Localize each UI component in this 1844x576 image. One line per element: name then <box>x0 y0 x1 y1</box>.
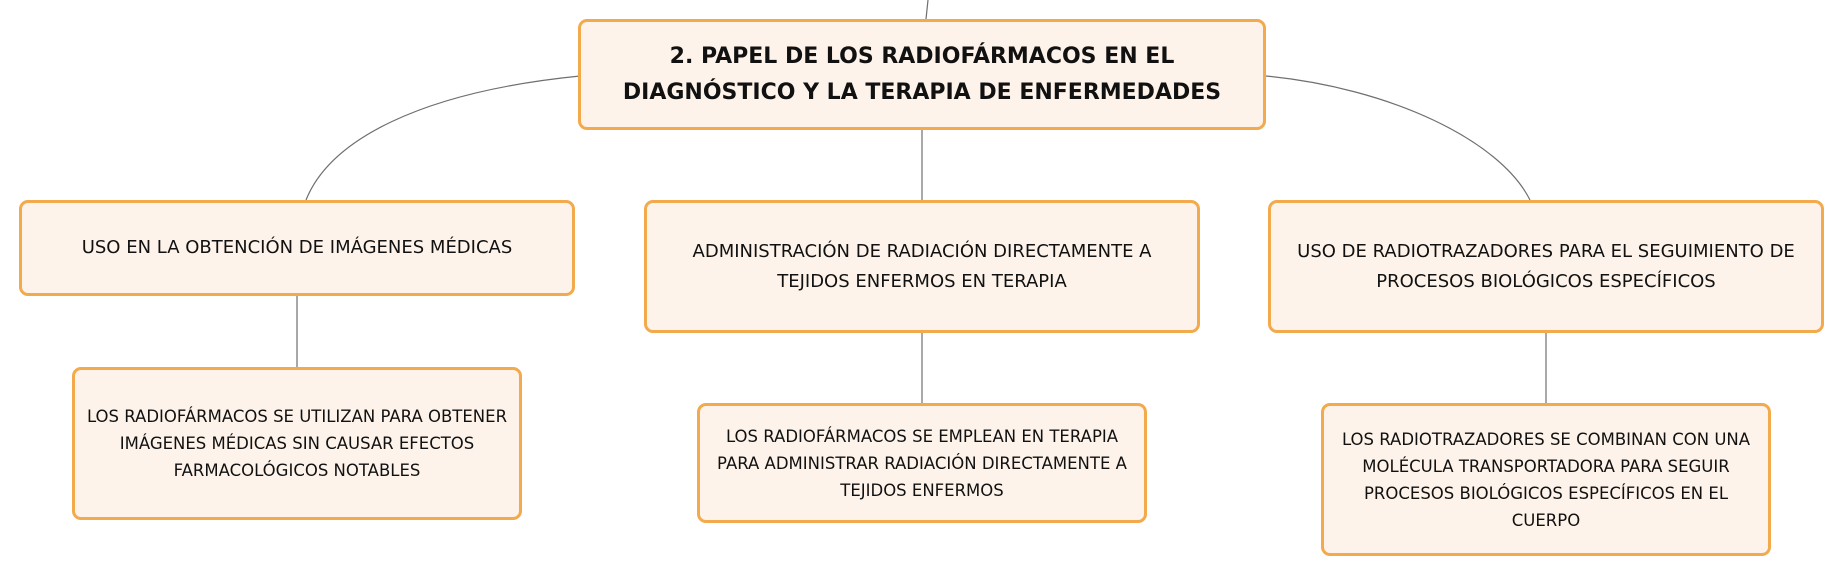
detail-node-imaging[interactable] <box>72 367 522 520</box>
branch-topic-tracers-label: USO DE RADIOTRAZADORES PARA EL SEGUIMIENTO DE PROCESOS BIOLÓGICOS ESPECÍFICOS <box>1297 240 1795 292</box>
connector-root-to-branch-right <box>1266 76 1530 200</box>
branch-topic-therapy-label: ADMINISTRACIÓN DE RADIACIÓN DIRECTAMENTE A TEJIDOS ENFERMOS EN TERAPIA <box>692 240 1152 292</box>
branch-topic-imaging-label: USO EN LA OBTENCIÓN DE IMÁGENES MÉDICAS <box>81 237 513 258</box>
detail-node-tracers[interactable] <box>1321 403 1771 556</box>
detail-node-tracers-label: LOS RADIOTRAZADORES SE COMBINAN CON UNA MOLÉCULA TRANSPORTADORA PARA SEGUIR PROCESOS BIOLÓGICOS ESPECÍFICOS EN EL CUERPO <box>1341 429 1751 530</box>
branch-topic-therapy[interactable] <box>644 200 1200 333</box>
connector-parent-to-root <box>926 0 928 19</box>
branch-topic-tracers[interactable] <box>1268 200 1824 333</box>
detail-node-imaging-label: LOS RADIOFÁRMACOS SE UTILIZAN PARA OBTENER IMÁGENES MÉDICAS SIN CAUSAR EFECTOS FARMACOLÓGICOS NOTABLES <box>86 407 508 480</box>
detail-node-therapy-label: LOS RADIOFÁRMACOS SE EMPLEAN EN TERAPIA PARA ADMINISTRAR RADIACIÓN DIRECTAMENTE A TEJIDOS ENFERMOS <box>717 426 1127 500</box>
detail-node-therapy[interactable] <box>697 403 1147 523</box>
root-topic-label: 2. PAPEL DE LOS RADIOFÁRMACOS EN EL DIAGNÓSTICO Y LA TERAPIA DE ENFERMEDADES <box>622 43 1222 105</box>
connector-root-to-branch-left <box>306 76 580 200</box>
branch-topic-imaging[interactable] <box>19 200 575 296</box>
root-topic-node[interactable] <box>578 19 1266 130</box>
